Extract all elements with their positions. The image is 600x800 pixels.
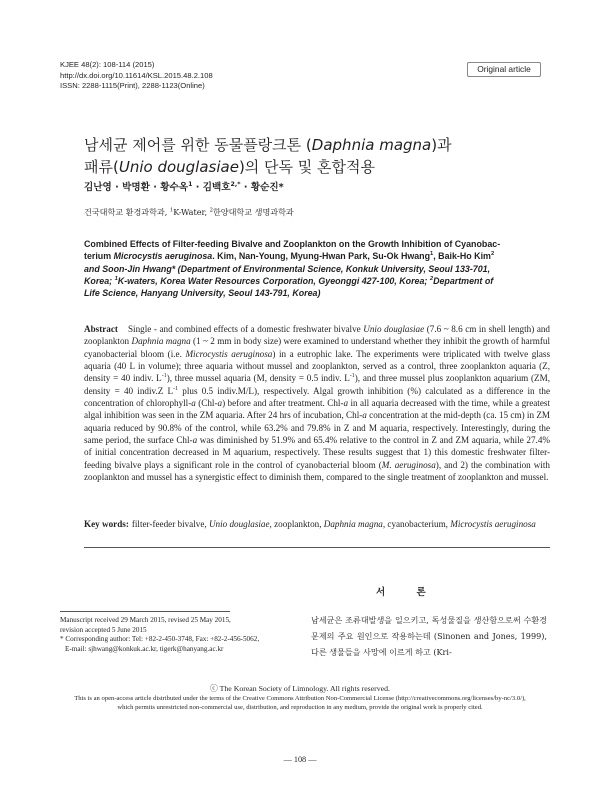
section-heading-introduction: 서 론 [376,587,440,598]
footnote-divider [60,611,230,612]
license-footer [40,683,560,712]
abstract: Abstract Single - and combined effects of a domestic freshwater bivalve Unio douglasiae (7.6 ~ 8.6 cm in shell length) and zooplankton Daphnia magna (1 ~ 2 mm in body size) were examined to understand whether they inhibit the growth of harmful cyanobacterial bloom (i.e. Microcystis aeruginosa) in a eutrophic lake. The experiments were triplicated with twelve glass aquaria (40 L in volume); three aquaria without mussel and zooplankton, served as a control, three zooplankton aquaria (Z, density = 40 indiv. $L^{-1}$), three mussel aquaria (M, density = 0.5 indiv. $L^{-1}$), and three mussel plus zooplankton aquarium (ZM, density = 40 indiv.Z $L^{-1}$ plus 0.5 indiv.M/L), respectively. Algal growth inhibition (%) calculated as a difference in the concentration of chlorophyll-a (Chl-a) before and after treatment. Chl-a in all aquaria decreased with the time, while a greatest algal inhibition was seen in the ZM aquaria. After 24 hrs of incubation, Chl-a concentration at the mid-depth (ca. 15 cm) in ZM aquaria reduced by 90.8% of the control, while 63.2% and 79.8% in Z and M aquaria, respectively. Interestingly, during the same period, the surface Chl-a was diminished by 51.9% and 65.4% relative to the control in Z and ZM aquaria, while 27.4% of initial concentration decreased in M aquarium, respectively. These results suggest that 1) this domestic freshwater filter-feeding bivalve plays a significant role in the control of cyanobacterial bloom (M. aeruginosa), and 2) the combination with zooplankton and mussel has a synergistic effect to diminish them, compared to the single treatment of zooplankton and mussel. [84,324,551,483]
license-line-1: This is an open-access article distributed under the terms of the Creative Commons Attribution Non-Commercial License (http://creativecommons.org/licenses/by-nc/3.0/), [74,695,526,702]
english-title-line-1: Combined Effects of Filter-feeding Bivalve and Zooplankton on the Growth Inhibition of Cyanobac- [84,239,501,249]
journal-header [60,60,213,92]
korean-authors: 김난영 · 박명환 · 황수옥$^1$ · 김백호$^{2,*}$ · 황순진* [84,180,284,193]
abstract-label: Abstract [84,324,118,334]
english-title-line-5: Life Science, Hanyang University, Seoul 143-791, Korea) [84,288,321,299]
page-number: — 108 — [283,755,317,764]
english-title-block [84,238,552,299]
copyright-line: ⓒ The Korean Society of Limnology. All rights reserved. [210,684,390,693]
doi-line: http://dx.doi.org/10.11614/KSL.2015.48.2.108 [60,70,213,80]
footnote-accepted: revision accepted 5 June 2015 [60,625,147,634]
footnote-email: E-mail: sjhwang@konkuk.ac.kr, tigerk@hanyang.ac.kr [65,644,224,653]
korean-title [84,134,524,178]
issn-line: ISSN: 2288-1115(Print), 2288-1123(Online) [60,81,205,90]
journal-citation: KJEE 48(2): 108-114 (2015) [60,60,155,69]
footnote [60,616,259,654]
keywords-list: filter-feeder bivalve, Unio douglasiae, zooplankton, Daphnia magna, cyanobacterium, Microcystis aeruginosa [131,519,536,529]
english-title-line-4: Korea; $^1$K-waters, Korea Water Resources Corporation, Gyeonggi 427-100, Korea; $^2$Department of [84,275,494,286]
title-line-2: 패류(Unio douglasiae)의 단독 및 혼합적용 [84,158,376,176]
english-title-line-3: and Soon-Jin Hwang* (Department of Environmental Science, Konkuk University, Seoul 133-701, [84,263,491,274]
article-type-badge: Original article [467,62,541,77]
keywords-label: Key words: [84,519,129,529]
english-title-line-2: terium Microcystis aeruginosa. Kim, Nan-Young, Myung-Hwan Park, Su-Ok Hwang$^1$, Baik-Ho Kim$^2$ [84,251,495,262]
footnote-received: Manuscript received 29 March 2015, revised 25 May 2015, [60,616,231,624]
korean-affiliation: 건국대학교 환경과학과, $^1$K-Water, $^2$한양대학교 생명과학과 [84,207,294,217]
keywords [84,518,550,530]
title-line-1: 남세균 제어를 위한 동물플랑크톤 (Daphnia magna)과 [84,136,452,154]
footnote-corresponding: * Corresponding author: Tel: +82-2-450-3748, Fax: +82-2-456-5062, [60,635,260,644]
abstract-divider [84,547,550,548]
license-line-2: which permits unrestricted non-commercial use, distribution, and reproduction in any medium, provide the original work is properly cited. [117,704,483,711]
body-paragraph: 남세균은 조류대발생을 일으키고, 독성물질을 생산함으로써 수환경문제의 주요 원인으로 작용하는데 (Sinonen and Jones, 1999), 다른 생물들을 사망에 이르게 하고 (Kri- [311,615,547,657]
